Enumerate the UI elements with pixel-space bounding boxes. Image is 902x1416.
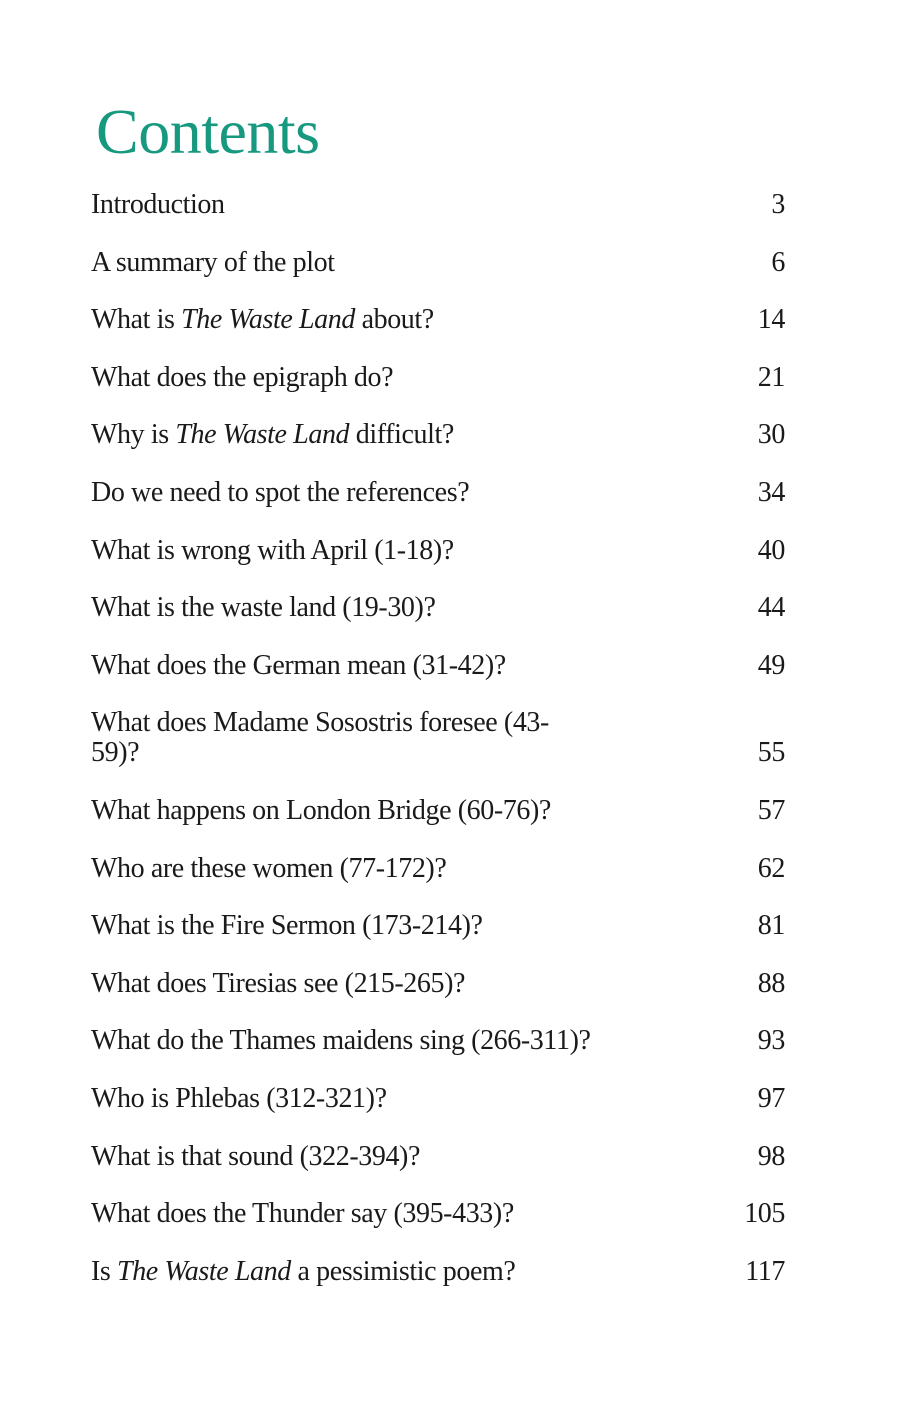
toc-entry[interactable] [91,969,785,1027]
toc-entry-title: Do we need to spot the references? [91,476,470,508]
toc-entry-title: What is that sound (322-394)? [91,1140,420,1172]
toc-page-number: 81 [757,910,785,942]
toc-entry[interactable] [91,796,785,854]
toc-page-number: 62 [757,852,785,884]
toc-entry-title: Introduction [91,189,225,220]
toc-entry-title: What does the Thunder say (395-433)? [91,1198,514,1230]
toc-entry-title: What is the waste land (19-30)? [91,592,436,624]
toc-page-number: 117 [745,1255,785,1287]
toc-page-number: 49 [757,649,785,681]
toc-entry[interactable] [91,1142,785,1200]
toc-entry-title: What does the German mean (31-42)? [91,649,506,681]
toc-entry[interactable] [91,420,785,478]
toc-entry-title: What does the epigraph do? [91,361,394,393]
toc-entry[interactable] [91,478,785,536]
toc-entry[interactable] [91,1257,785,1315]
toc-entry-title: What does Tiresias see (215-265)? [91,967,466,999]
toc-page-number: 34 [757,476,785,508]
toc-entry[interactable] [91,593,785,651]
toc-entry-title: What is The Waste Land about? [91,304,434,336]
toc-page-number: 40 [757,534,785,566]
toc-entry-title: Who are these women (77-172)? [91,852,447,884]
toc-entry-title: Who is Phlebas (312-321)? [91,1082,387,1114]
toc-entry[interactable] [91,911,785,969]
toc-page-number: 14 [757,304,785,336]
toc-page-number: 55 [757,737,785,769]
toc-entry-title: What do the Thames maidens sing (266-311)? [91,1025,591,1057]
toc-entry-title: What is the Fire Sermon (173-214)? [91,910,483,942]
toc-entry[interactable] [91,1199,785,1257]
toc-entry-title: What happens on London Bridge (60-76)? [91,794,551,826]
toc-page-number: 44 [757,592,785,624]
toc-entry-title: What is wrong with April (1-18)? [91,534,454,566]
toc-entry[interactable] [91,190,785,248]
toc-page-number: 6 [771,246,785,278]
toc-entry[interactable] [91,854,785,912]
toc-page-number: 97 [757,1082,785,1114]
toc-page-number: 30 [757,419,785,451]
toc-entry-title: Is The Waste Land a pessimistic poem? [91,1255,516,1287]
page-title: Contents [96,96,320,167]
toc-entry-title: Why is The Waste Land difficult? [91,419,454,451]
toc-page-number: 105 [744,1198,785,1230]
toc-page-number: 21 [757,361,785,393]
table-of-contents [91,190,785,1314]
toc-entry[interactable] [91,1026,785,1084]
toc-entry[interactable] [91,708,785,796]
toc-page-number: 57 [757,794,785,826]
toc-entry[interactable] [91,363,785,421]
toc-entry[interactable] [91,1084,785,1142]
toc-page-number: 93 [757,1025,785,1057]
toc-entry-title: A summary of the plot [91,246,335,278]
toc-page-number: 98 [757,1140,785,1172]
toc-entry[interactable] [91,305,785,363]
toc-page-number: 3 [771,189,785,220]
toc-page-number: 88 [757,967,785,999]
toc-entry[interactable] [91,536,785,594]
toc-entry[interactable] [91,651,785,709]
toc-entry-title: What does Madame Sosostris foresee (43-59)? [91,707,549,769]
toc-entry[interactable] [91,248,785,306]
